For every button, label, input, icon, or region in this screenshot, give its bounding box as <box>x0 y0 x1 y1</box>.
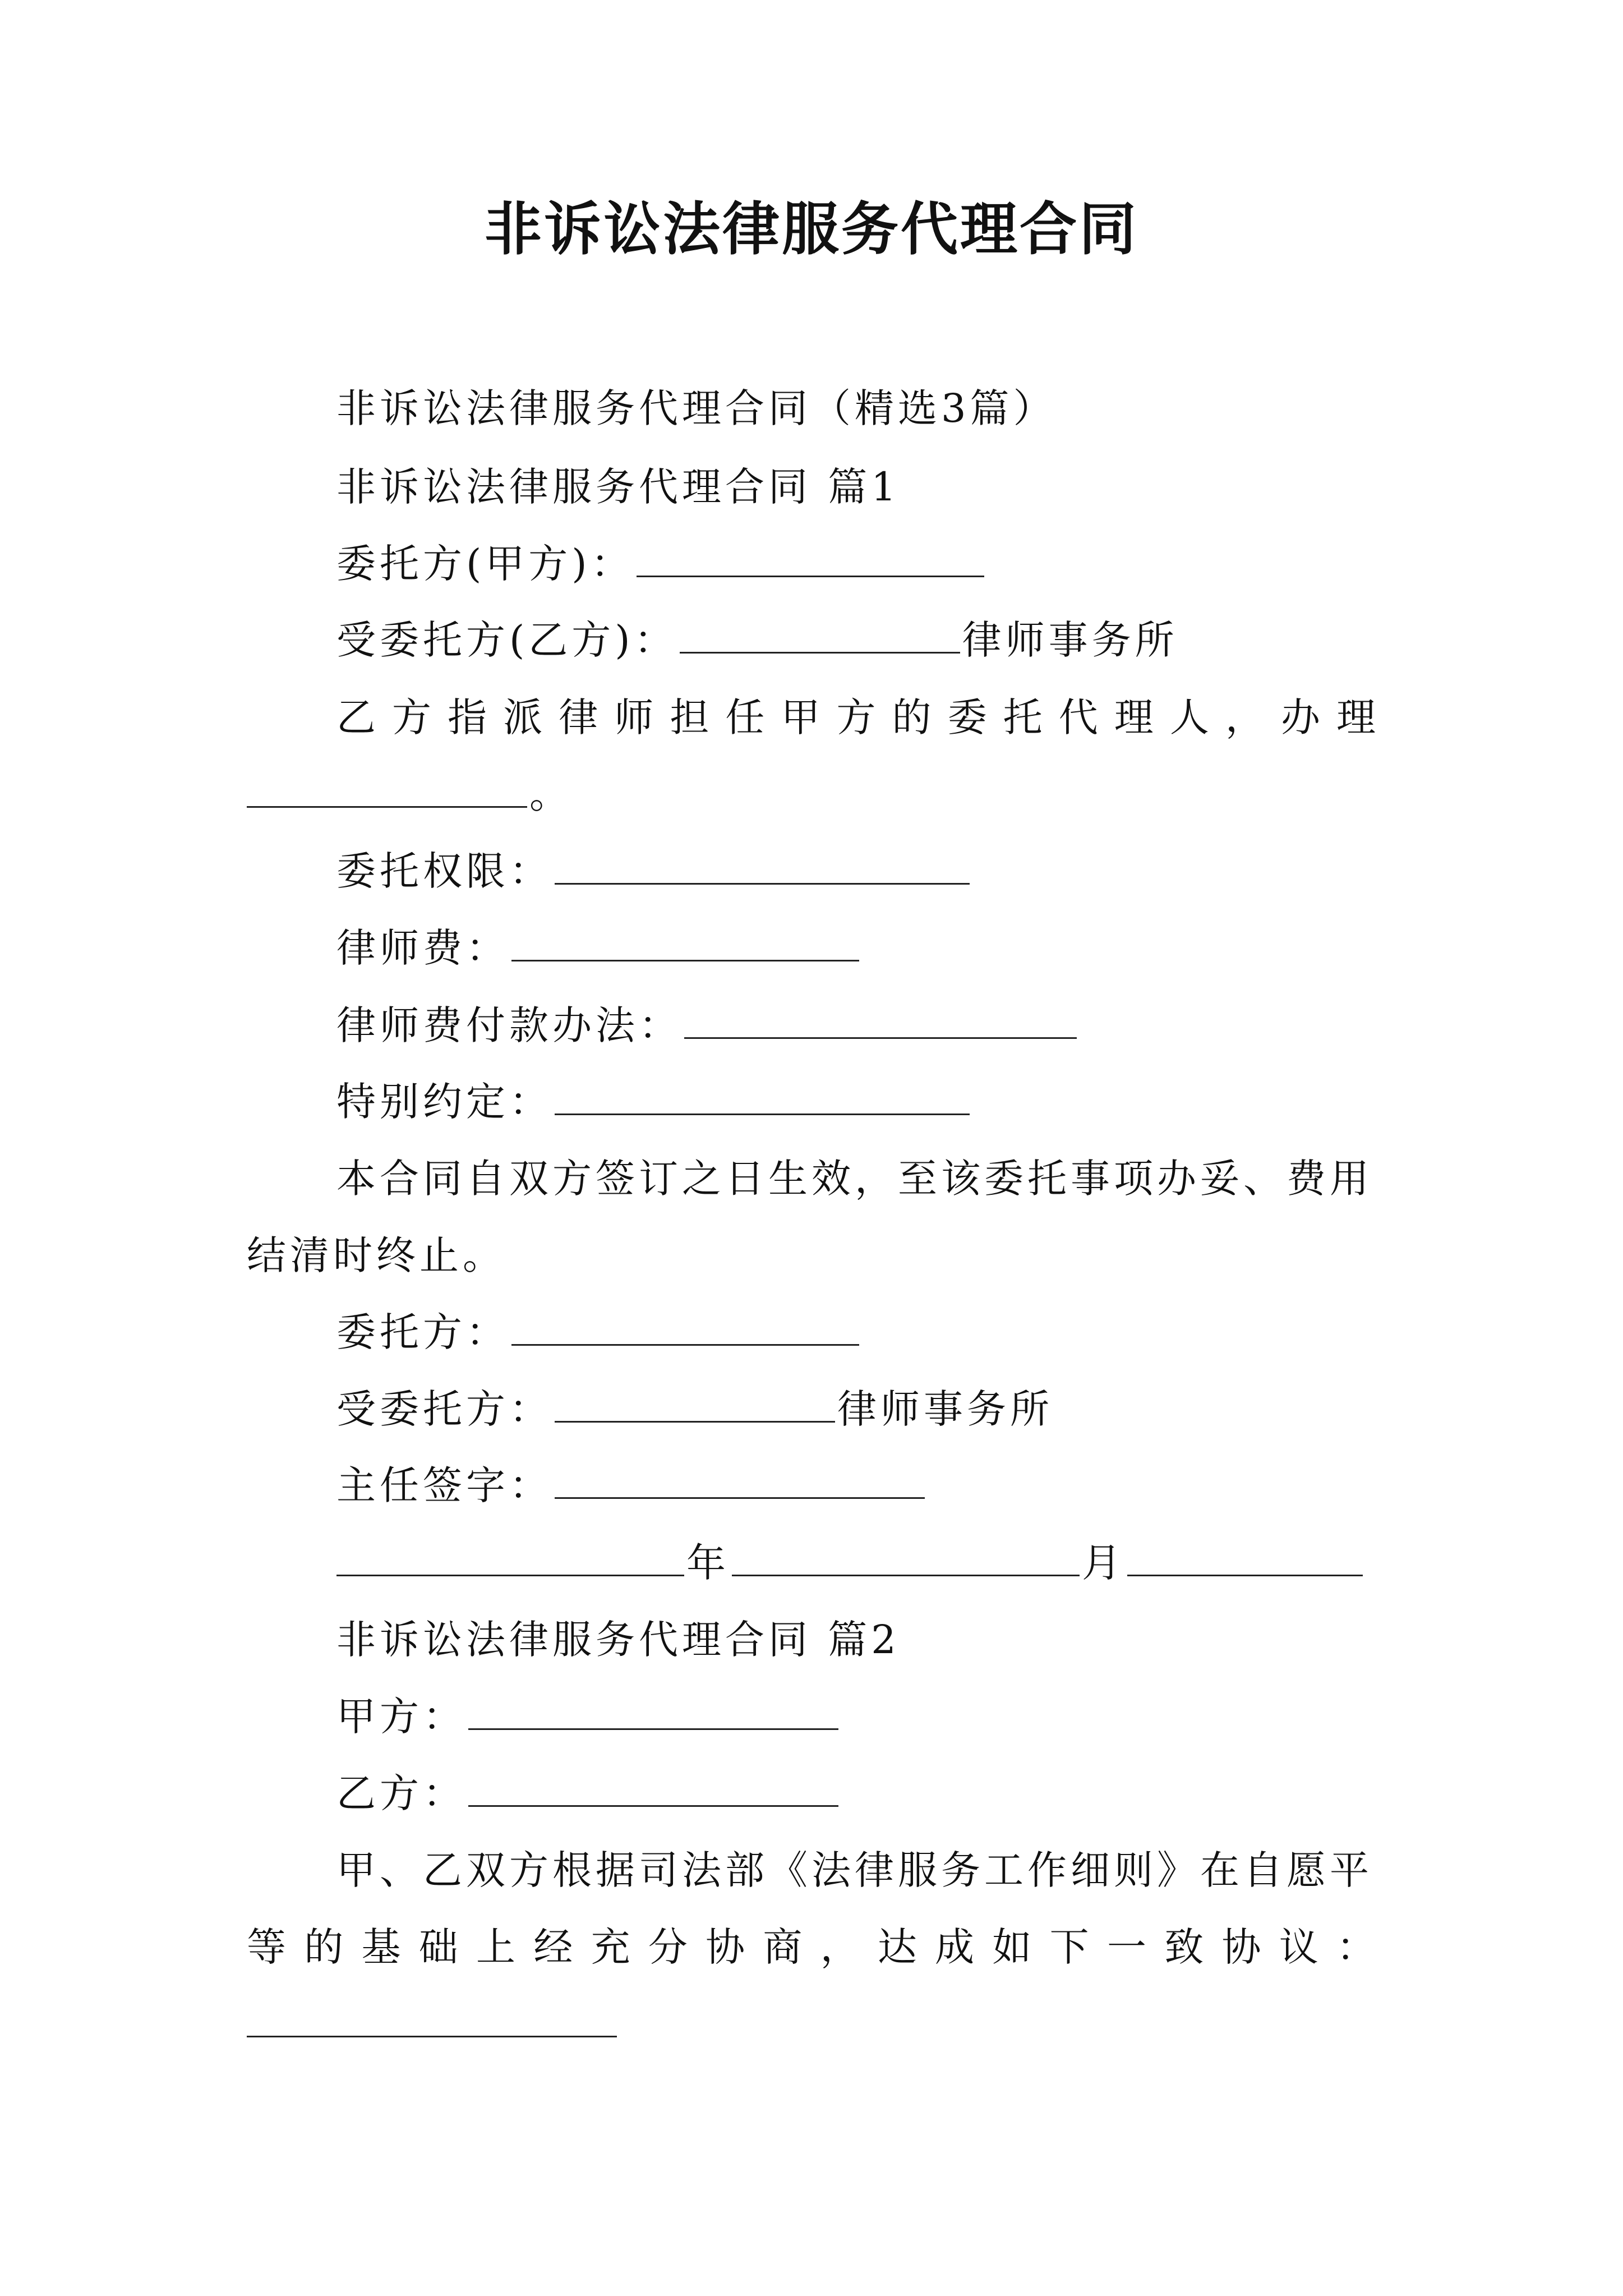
party-a-line <box>336 1690 841 1743</box>
authority-label: 委托权限： <box>336 848 552 894</box>
payment-label: 律师费付款办法： <box>336 1002 682 1048</box>
date-line <box>336 1536 1365 1590</box>
special-blank[interactable] <box>555 1080 970 1115</box>
agent-blank[interactable] <box>680 618 960 654</box>
sign-agent-line <box>336 1382 1053 1436</box>
collection-heading: 非诉讼法律服务代理合同（精选3篇） <box>336 385 1057 431</box>
intro-line-2: 等的基础上经充分协商，达成如下一致协议： <box>247 1924 1380 1970</box>
party-b-blank[interactable] <box>468 1772 838 1807</box>
authority-line <box>336 844 972 898</box>
client-line <box>336 537 986 591</box>
agent-label: 受委托方(乙方)： <box>336 617 677 663</box>
sign-client-line <box>336 1305 861 1359</box>
sign-firm-suffix: 律师事务所 <box>837 1386 1053 1432</box>
director-label: 主任签字： <box>336 1462 552 1508</box>
fee-line <box>336 921 861 975</box>
payment-blank[interactable] <box>684 1004 1077 1039</box>
month-blank[interactable] <box>732 1541 1080 1576</box>
special-label: 特别约定： <box>336 1079 552 1125</box>
client-blank[interactable] <box>637 542 984 577</box>
agreement-blank[interactable] <box>247 2002 617 2037</box>
director-line <box>336 1458 927 1512</box>
assignment-line: 乙方指派律师担任甲方的委托代理人，办理 <box>336 694 1380 740</box>
year-label: 年 <box>686 1540 730 1586</box>
sign-agent-blank[interactable] <box>555 1387 835 1423</box>
agreement-line <box>247 1997 619 2051</box>
document-title: 非诉讼法律服务代理合同 <box>485 196 1138 263</box>
director-signature-blank[interactable] <box>555 1464 925 1499</box>
law-firm-suffix: 律师事务所 <box>962 617 1178 663</box>
sign-agent-label: 受委托方： <box>336 1386 552 1432</box>
matter-period: 。 <box>529 771 573 817</box>
matter-line <box>247 767 573 821</box>
fee-blank[interactable] <box>511 926 859 961</box>
intro-line-1: 甲、乙双方根据司法部《法律服务工作细则》在自愿平 <box>336 1847 1373 1893</box>
effect-line-2: 结清时终止。 <box>247 1232 506 1278</box>
fee-label: 律师费： <box>336 925 509 971</box>
sign-client-blank[interactable] <box>511 1310 859 1346</box>
special-line <box>336 1075 972 1129</box>
party-a-label: 甲方： <box>336 1694 466 1740</box>
part2-heading: 非诉讼法律服务代理合同 篇2 <box>336 1617 900 1663</box>
client-label: 委托方(甲方)： <box>336 541 634 587</box>
authority-blank[interactable] <box>555 849 970 885</box>
agent-line <box>336 613 1178 667</box>
party-a-blank[interactable] <box>468 1695 838 1730</box>
month-label: 月 <box>1082 1540 1125 1586</box>
party-b-label: 乙方： <box>336 1770 466 1816</box>
effect-line-1: 本合同自双方签订之日生效，至该委托事项办妥、费用 <box>336 1156 1373 1202</box>
matter-blank[interactable] <box>247 772 527 808</box>
payment-line <box>336 999 1079 1052</box>
sign-client-label: 委托方： <box>336 1309 509 1355</box>
part1-heading: 非诉讼法律服务代理合同 篇1 <box>336 464 900 510</box>
party-b-line <box>336 1766 841 1820</box>
day-blank[interactable] <box>1127 1541 1363 1576</box>
year-blank[interactable] <box>336 1541 684 1576</box>
